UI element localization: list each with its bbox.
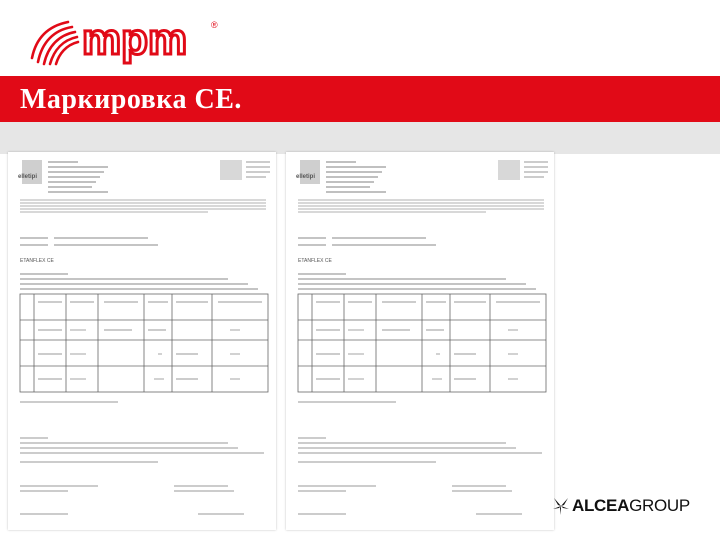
registered-mark: ® [211,20,218,30]
alcea-flower-icon [552,496,570,516]
scan-right-drawing [286,152,554,530]
certificate-scan-left [8,152,276,530]
svg-text:elletipi: elletipi [296,174,316,180]
mpm-logo [26,8,226,68]
alcea-group-logo [552,494,702,520]
slide-title: Маркировка CE. [20,84,242,115]
alcea-name-bold: ALCEA [572,496,630,515]
logo-text: mpm [82,15,188,64]
doc-left-ref: ETANFLEX CE [20,258,54,264]
scan-left-drawing [8,152,276,530]
doc-right-ref: ETANFLEX CE [298,258,332,264]
alcea-group-text [572,496,690,516]
header [0,0,720,76]
alcea-name-regular: GROUP [629,496,690,515]
certificate-scan-right [286,152,554,530]
subtitle-band [0,122,720,154]
svg-text:elletipi: elletipi [18,174,38,180]
